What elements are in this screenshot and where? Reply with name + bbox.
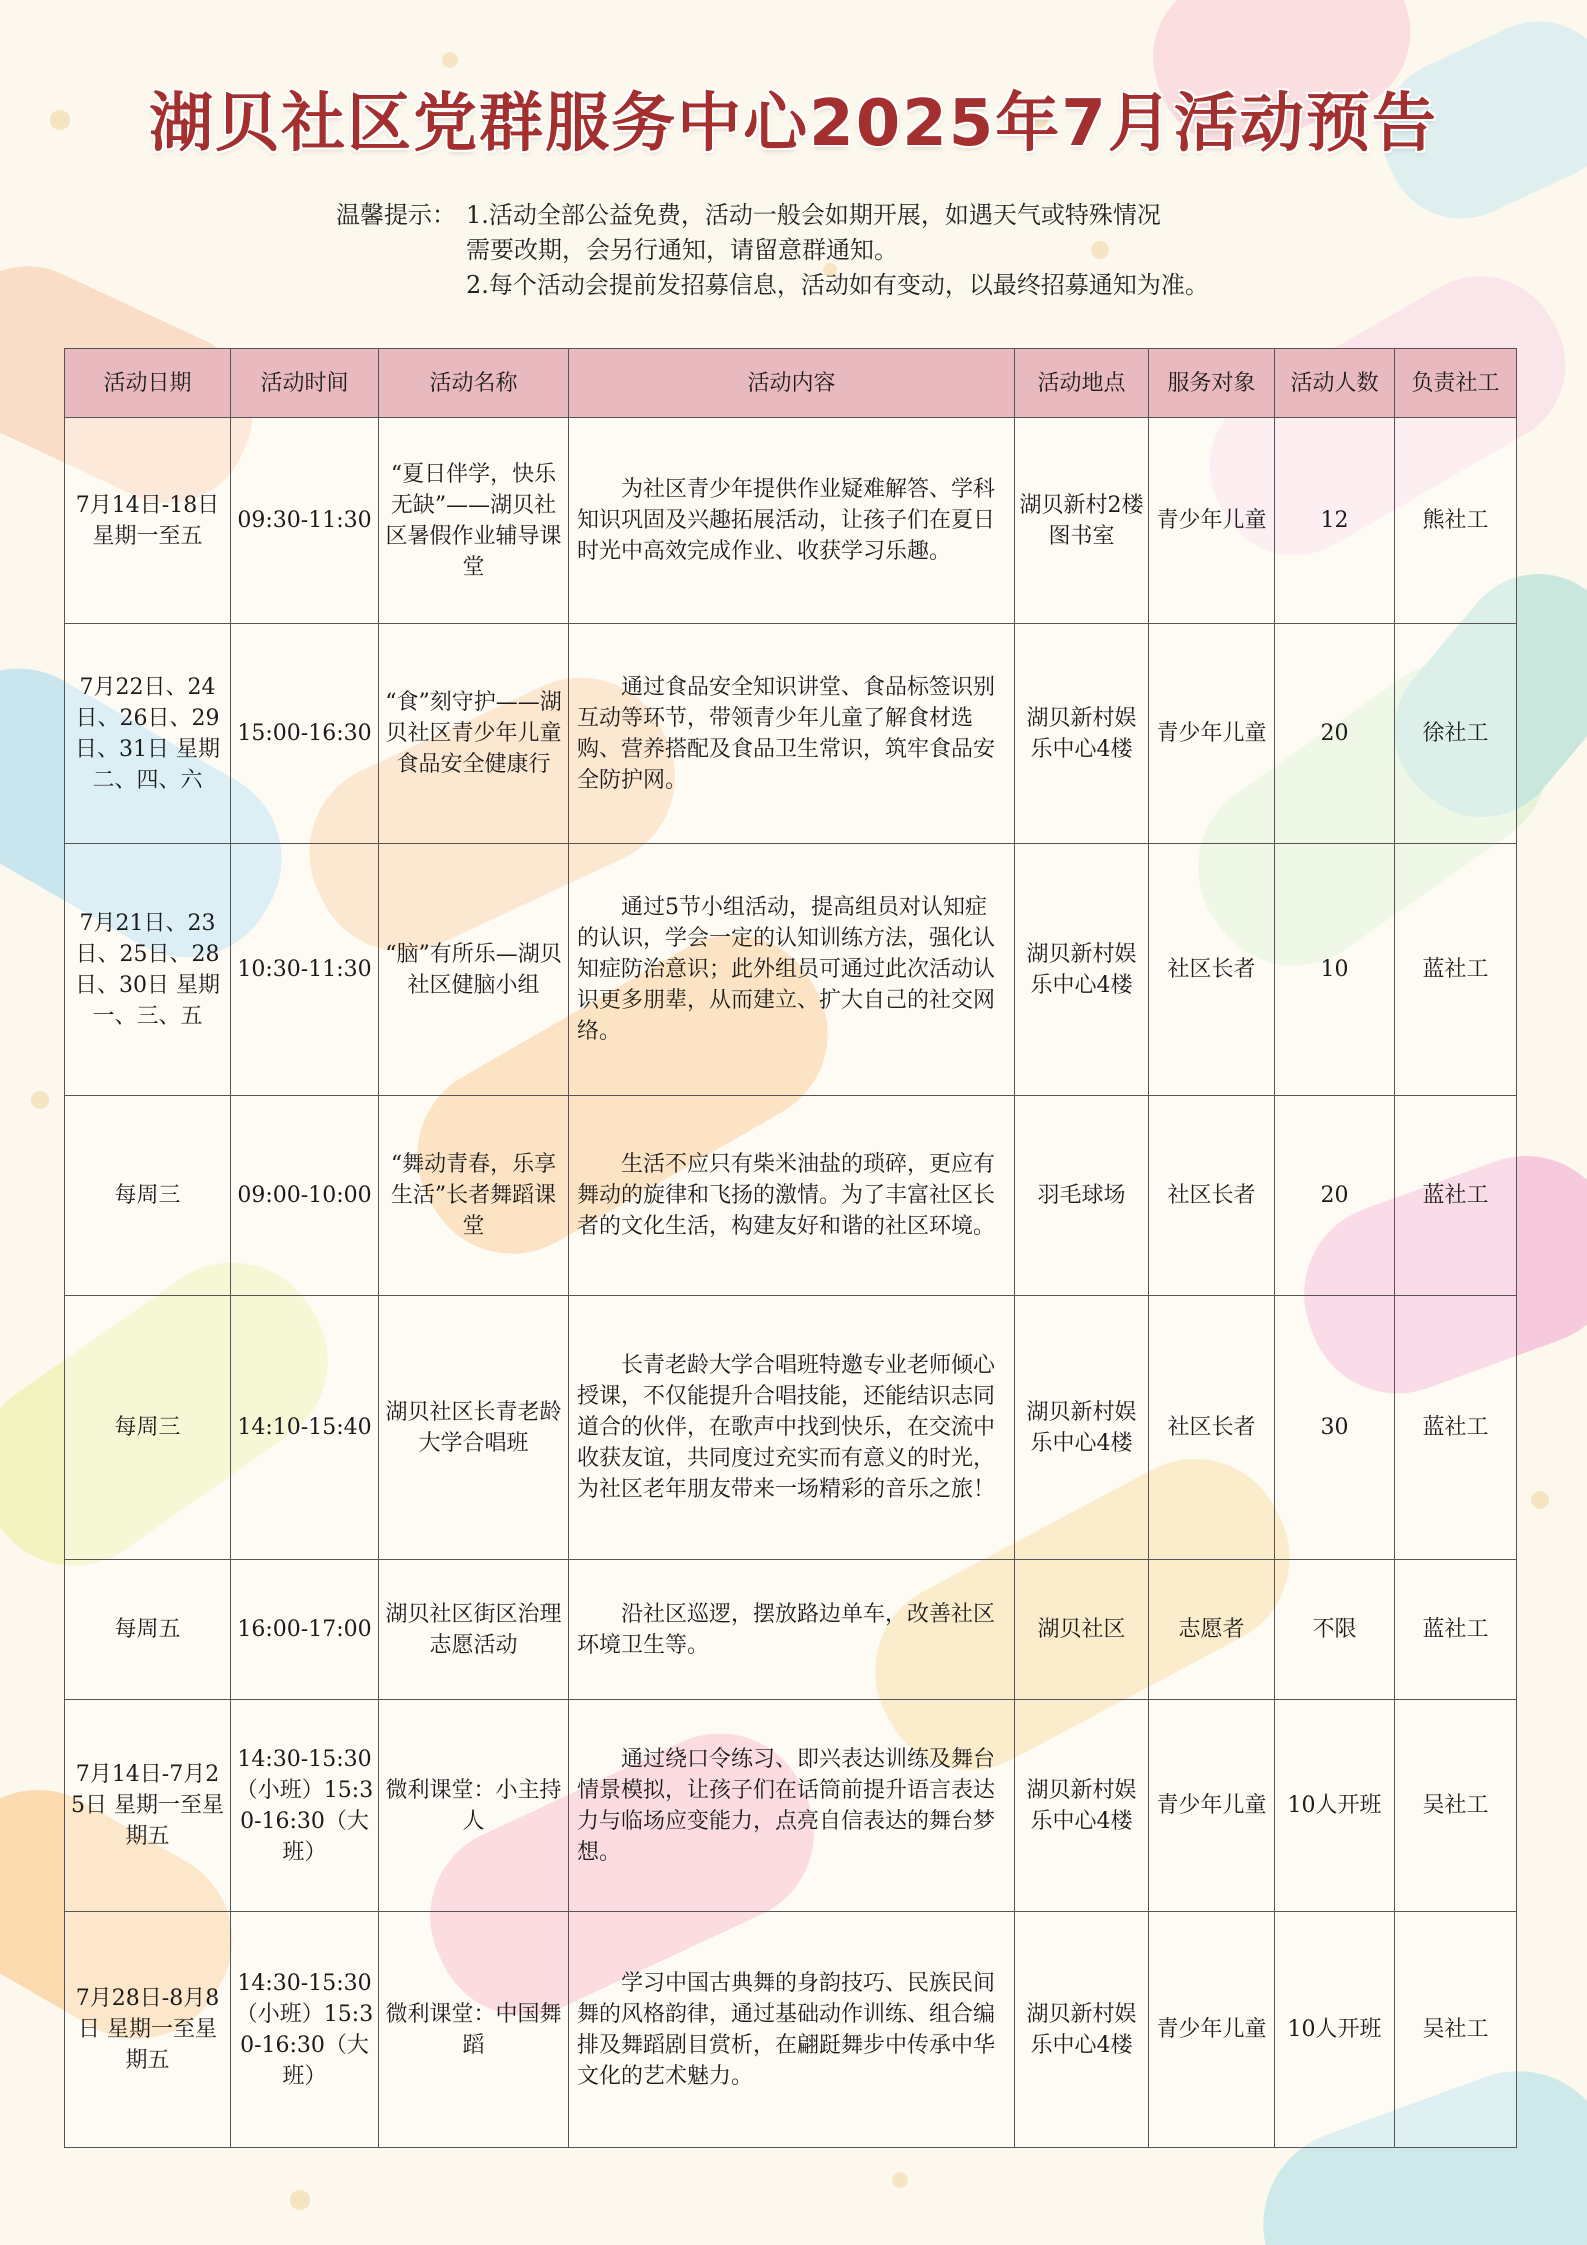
cell-content: 长青老龄大学合唱班特邀专业老师倾心授课，不仅能提升合唱技能，还能结识志同道合的伙伴，在歌声中找到快乐，在交流中收获友谊，共同度过充实而有意义的时光，为社区老年朋友带来一场精彩的音乐之旅！: [569, 1296, 1015, 1560]
cell-time: 10:30-11:30: [231, 844, 379, 1096]
cell-content: 为社区青少年提供作业疑难解答、学科知识巩固及兴趣拓展活动，让孩子们在夏日时光中高效完成作业、收获学习乐趣。: [569, 418, 1015, 624]
activity-table: [64, 348, 1517, 2148]
cell-time: 14:10-15:40: [231, 1296, 379, 1560]
cell-name: “脑”有所乐—湖贝社区健脑小组: [379, 844, 569, 1096]
cell-location: 湖贝新村2楼图书室: [1015, 418, 1149, 624]
header-name: 活动名称: [379, 349, 569, 418]
cell-content: 生活不应只有柴米油盐的琐碎，更应有舞动的旋律和飞扬的激情。为了丰富社区长者的文化生活，构建友好和谐的社区环境。: [569, 1096, 1015, 1296]
cell-location: 湖贝新村娱乐中心4楼: [1015, 1296, 1149, 1560]
notice-line-1: 1.活动全部公益免费，活动一般会如期开展，如遇天气或特殊情况: [466, 201, 1161, 229]
cell-name: “舞动青春，乐享生活”长者舞蹈课堂: [379, 1096, 569, 1296]
cell-name: “夏日伴学，快乐无缺”——湖贝社区暑假作业辅导课堂: [379, 418, 569, 624]
cell-location: 湖贝新村娱乐中心4楼: [1015, 844, 1149, 1096]
header-count: 活动人数: [1275, 349, 1395, 418]
cell-worker: 熊社工: [1395, 418, 1517, 624]
cell-content: 沿社区巡逻，摆放路边单车，改善社区环境卫生等。: [569, 1560, 1015, 1700]
header-location: 活动地点: [1015, 349, 1149, 418]
cell-name: 湖贝社区长青老龄大学合唱班: [379, 1296, 569, 1560]
table-row: [65, 418, 1517, 624]
cell-target: 青少年儿童: [1149, 418, 1275, 624]
table-row: [65, 1560, 1517, 1700]
cell-count: 12: [1275, 418, 1395, 624]
table-row: [65, 844, 1517, 1096]
cell-time: 09:00-10:00: [231, 1096, 379, 1296]
cell-date: 7月14日-18日 星期一至五: [65, 418, 231, 624]
cell-count: 10人开班: [1275, 1700, 1395, 1912]
table-row: [65, 624, 1517, 844]
cell-time: 14:30-15:30（小班）15:30-16:30（大班）: [231, 1912, 379, 2148]
notice-block: [336, 198, 1209, 303]
cell-count: 不限: [1275, 1560, 1395, 1700]
cell-name: 湖贝社区街区治理志愿活动: [379, 1560, 569, 1700]
table-header-row: [65, 349, 1517, 418]
header-date: 活动日期: [65, 349, 231, 418]
cell-worker: 蓝社工: [1395, 1096, 1517, 1296]
cell-count: 10: [1275, 844, 1395, 1096]
cell-date: 每周三: [65, 1096, 231, 1296]
cell-content: 通过5节小组活动，提高组员对认知症的认识，学会一定的认知训练方法，强化认知症防治意识；此外组员可通过此次活动认识更多朋辈，从而建立、扩大自己的社交网络。: [569, 844, 1015, 1096]
cell-date: 每周三: [65, 1296, 231, 1560]
header-content: 活动内容: [569, 349, 1015, 418]
cell-count: 30: [1275, 1296, 1395, 1560]
cell-name: “食”刻守护——湖贝社区青少年儿童食品安全健康行: [379, 624, 569, 844]
table-row: [65, 1096, 1517, 1296]
notice-line-2: 需要改期，会另行通知，请留意群通知。: [466, 236, 898, 264]
cell-target: 青少年儿童: [1149, 1700, 1275, 1912]
cell-location: 湖贝新村娱乐中心4楼: [1015, 1912, 1149, 2148]
table-row: [65, 1296, 1517, 1560]
page-title: 湖贝社区党群服务中心2025年7月活动预告: [149, 87, 1438, 161]
cell-worker: 徐社工: [1395, 624, 1517, 844]
cell-count: 20: [1275, 1096, 1395, 1296]
header-time: 活动时间: [231, 349, 379, 418]
cell-location: 羽毛球场: [1015, 1096, 1149, 1296]
cell-target: 社区长者: [1149, 1296, 1275, 1560]
cell-target: 社区长者: [1149, 1096, 1275, 1296]
cell-location: 湖贝社区: [1015, 1560, 1149, 1700]
header-worker: 负责社工: [1395, 349, 1517, 418]
cell-date: 每周五: [65, 1560, 231, 1700]
cell-time: 16:00-17:00: [231, 1560, 379, 1700]
cell-target: 社区长者: [1149, 844, 1275, 1096]
cell-location: 湖贝新村娱乐中心4楼: [1015, 624, 1149, 844]
cell-worker: 吴社工: [1395, 1700, 1517, 1912]
table-row: [65, 1912, 1517, 2148]
cell-time: 15:00-16:30: [231, 624, 379, 844]
cell-content: 通过绕口令练习、即兴表达训练及舞台情景模拟，让孩子们在话筒前提升语言表达力与临场应变能力，点亮自信表达的舞台梦想。: [569, 1700, 1015, 1912]
table-row: [65, 1700, 1517, 1912]
cell-worker: 蓝社工: [1395, 1560, 1517, 1700]
cell-target: 青少年儿童: [1149, 624, 1275, 844]
cell-date: 7月28日-8月8日 星期一至星期五: [65, 1912, 231, 2148]
cell-content: 通过食品安全知识讲堂、食品标签识别互动等环节，带领青少年儿童了解食材选购、营养搭配及食品卫生常识，筑牢食品安全防护网。: [569, 624, 1015, 844]
cell-content: 学习中国古典舞的身韵技巧、民族民间舞的风格韵律，通过基础动作训练、组合编排及舞蹈剧目赏析，在翩跹舞步中传承中华文化的艺术魅力。: [569, 1912, 1015, 2148]
notice-label: 温馨提示：: [336, 201, 456, 229]
cell-count: 20: [1275, 624, 1395, 844]
cell-date: 7月14日-7月25日 星期一至星期五: [65, 1700, 231, 1912]
cell-worker: 蓝社工: [1395, 1296, 1517, 1560]
cell-name: 微利课堂：中国舞蹈: [379, 1912, 569, 2148]
cell-time: 14:30-15:30（小班）15:30-16:30（大班）: [231, 1700, 379, 1912]
cell-target: 青少年儿童: [1149, 1912, 1275, 2148]
cell-worker: 蓝社工: [1395, 844, 1517, 1096]
cell-location: 湖贝新村娱乐中心4楼: [1015, 1700, 1149, 1912]
cell-name: 微利课堂：小主持人: [379, 1700, 569, 1912]
cell-worker: 吴社工: [1395, 1912, 1517, 2148]
header-target: 服务对象: [1149, 349, 1275, 418]
cell-date: 7月22日、24日、26日、29日、31日 星期二、四、六: [65, 624, 231, 844]
cell-date: 7月21日、23日、25日、28日、30日 星期一、三、五: [65, 844, 231, 1096]
cell-time: 09:30-11:30: [231, 418, 379, 624]
cell-target: 志愿者: [1149, 1560, 1275, 1700]
cell-count: 10人开班: [1275, 1912, 1395, 2148]
notice-line-3: 2.每个活动会提前发招募信息，活动如有变动，以最终招募通知为准。: [466, 271, 1209, 299]
